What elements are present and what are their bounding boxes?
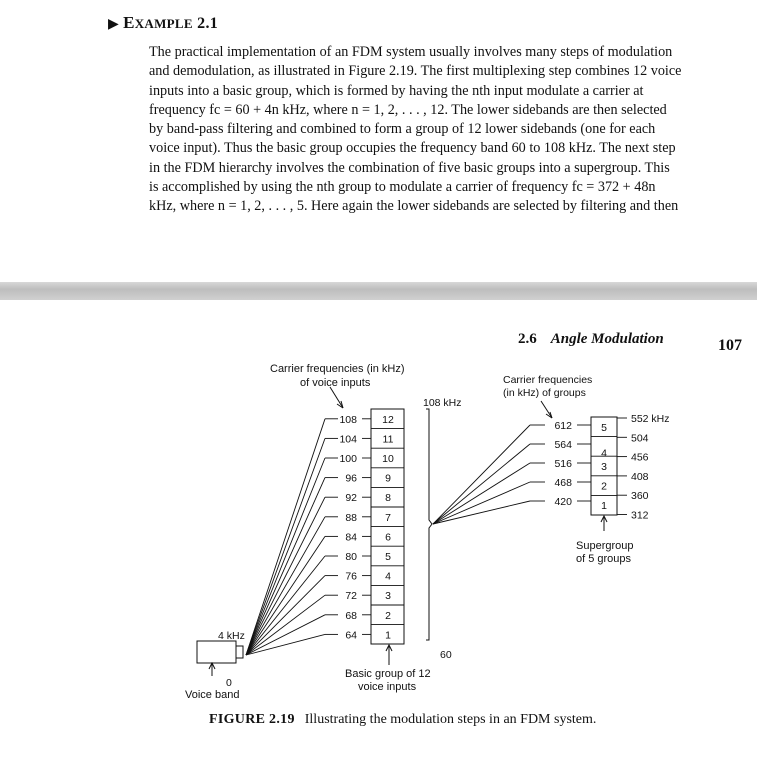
voice-carrier-freq: 72 bbox=[345, 590, 357, 603]
voice-carrier-freq: 64 bbox=[345, 629, 357, 642]
basic-group-caption-line2: voice inputs bbox=[358, 681, 417, 693]
caption-text: Illustrating the modulation steps in an FDM system. bbox=[304, 712, 597, 727]
supergroup-freq: 312 bbox=[631, 509, 649, 522]
voice-channel-number: 7 bbox=[385, 511, 391, 524]
triangle-bullet-icon: ▶ bbox=[108, 17, 120, 32]
group-carriers-label-line1: Carrier frequencies bbox=[503, 374, 593, 386]
group-fan-line bbox=[433, 482, 530, 524]
example-label-rest: XAMPLE bbox=[134, 16, 193, 31]
voice-channel-number: 1 bbox=[385, 629, 391, 642]
supergroup-channel-number: 4 bbox=[601, 447, 607, 460]
supergroup-freq: 408 bbox=[631, 470, 649, 483]
section-title: Angle Modulation bbox=[550, 331, 664, 347]
supergroup-arrow bbox=[601, 516, 607, 531]
voice-band-brace bbox=[236, 646, 243, 658]
voice-label-arrow bbox=[330, 387, 343, 408]
voice-carrier-freq: 76 bbox=[345, 570, 357, 583]
voice-band-zero: 0 bbox=[226, 677, 232, 689]
basic-top-freq: 108 kHz bbox=[423, 397, 462, 409]
voice-carrier-freq: 68 bbox=[345, 609, 357, 622]
page-number: 107 bbox=[718, 337, 742, 354]
example-line: kHz, where n = 1, 2, . . . , 5. Here again the lower sidebands are selected by filtering and then bbox=[149, 198, 679, 215]
voice-channel-number: 4 bbox=[385, 570, 391, 583]
voice-band-label: Voice band bbox=[185, 689, 240, 701]
example-line: by band-pass filtering and combined to form a group of 12 lower sidebands (one for each bbox=[149, 121, 656, 138]
voice-channel-number: 6 bbox=[385, 531, 391, 544]
example-line: in the FDM hierarchy involves the combination of five basic groups into a supergroup. This bbox=[149, 159, 670, 176]
group-carrier-freq: 564 bbox=[554, 439, 572, 451]
supergroup-channel-number: 3 bbox=[601, 461, 607, 473]
example-line: inputs into a basic group, which is formed by having the nth input modulate a carrier at bbox=[149, 82, 644, 99]
voice-fan-line bbox=[246, 497, 325, 655]
voice-band-arrow bbox=[209, 663, 215, 676]
voice-band-top: 4 kHz bbox=[218, 630, 245, 642]
figure-caption bbox=[209, 712, 596, 728]
basic-group-brace bbox=[426, 409, 432, 640]
group-carriers-label-line2: (in kHz) of groups bbox=[503, 387, 586, 399]
voice-channel-number: 5 bbox=[385, 551, 391, 563]
voice-carriers-label-line1: Carrier frequencies (in kHz) bbox=[270, 363, 405, 375]
voice-channel-number: 8 bbox=[385, 492, 391, 505]
basic-group-caption-line1: Basic group of 12 bbox=[345, 668, 431, 680]
supergroup-freq: 456 bbox=[631, 451, 649, 464]
voice-band-box bbox=[197, 641, 236, 663]
example-label-prefix: E bbox=[123, 13, 135, 32]
voice-carrier-freq: 108 bbox=[339, 413, 357, 426]
voice-channel-number: 12 bbox=[382, 413, 394, 426]
basic-bottom-freq: 60 bbox=[440, 649, 452, 661]
group-fan-line bbox=[433, 425, 530, 524]
voice-fan-line bbox=[246, 478, 325, 655]
voice-fan-line bbox=[246, 556, 325, 655]
group-carrier-freq: 612 bbox=[554, 420, 572, 432]
caption-label: FIGURE 2.19 bbox=[209, 712, 295, 727]
voice-fan-line bbox=[246, 438, 325, 655]
group-label-arrow bbox=[541, 401, 552, 418]
group-fan-line bbox=[433, 463, 530, 524]
voice-carrier-freq: 88 bbox=[345, 511, 357, 524]
voice-carrier-freq: 84 bbox=[345, 531, 357, 544]
supergroup-channel-number: 2 bbox=[601, 480, 607, 493]
example-line: The practical implementation of an FDM system usually involves many steps of modulation bbox=[149, 44, 673, 60]
section-number: 2.6 bbox=[518, 331, 537, 347]
supergroup-freq: 504 bbox=[631, 432, 649, 445]
voice-carrier-freq: 92 bbox=[345, 492, 357, 505]
example-line: and demodulation, as illustrated in Figure 2.19. The first multiplexing step combines 12 voice bbox=[149, 63, 682, 80]
voice-label-arrowhead bbox=[337, 401, 343, 408]
example-line: frequency fc = 60 + 4n kHz, where n = 1, 2, . . . , 12. The lower sidebands are then selected bbox=[149, 101, 667, 118]
voice-channel-number: 2 bbox=[385, 609, 391, 622]
group-carrier-freq: 468 bbox=[554, 477, 572, 489]
voice-channel-number: 10 bbox=[382, 453, 394, 465]
voice-carrier-freq: 80 bbox=[345, 551, 357, 563]
example-number: 2.1 bbox=[197, 15, 219, 32]
group-carrier-freq: 420 bbox=[554, 496, 572, 508]
voice-channel-number: 11 bbox=[382, 433, 394, 446]
example-line: voice input). Thus the basic group occupies the frequency band 60 to 108 kHz. The next step bbox=[149, 140, 676, 157]
voice-carrier-freq: 96 bbox=[345, 472, 357, 485]
basic-group-arrow bbox=[386, 645, 392, 665]
voice-channel-number: 3 bbox=[385, 590, 391, 603]
voice-channel-number: 9 bbox=[385, 472, 391, 485]
voice-carriers-label-line2: of voice inputs bbox=[300, 377, 371, 389]
supergroup-caption-line2: of 5 groups bbox=[576, 553, 632, 565]
example-line: is accomplished by using the nth group to modulate a carrier of frequency fc = 372 + 48n bbox=[149, 179, 656, 196]
supergroup-freq: 552 kHz bbox=[631, 413, 670, 425]
supergroup-caption-line1: Supergroup bbox=[576, 540, 634, 552]
supergroup-channel-number: 5 bbox=[601, 421, 607, 434]
group-carrier-freq: 516 bbox=[554, 458, 572, 470]
voice-carrier-freq: 104 bbox=[339, 433, 357, 446]
voice-fan-line bbox=[246, 576, 325, 655]
supergroup-freq: 360 bbox=[631, 490, 649, 503]
voice-carrier-freq: 100 bbox=[339, 453, 357, 465]
supergroup-channel-number: 1 bbox=[601, 500, 607, 513]
group-fan-line bbox=[433, 444, 530, 524]
